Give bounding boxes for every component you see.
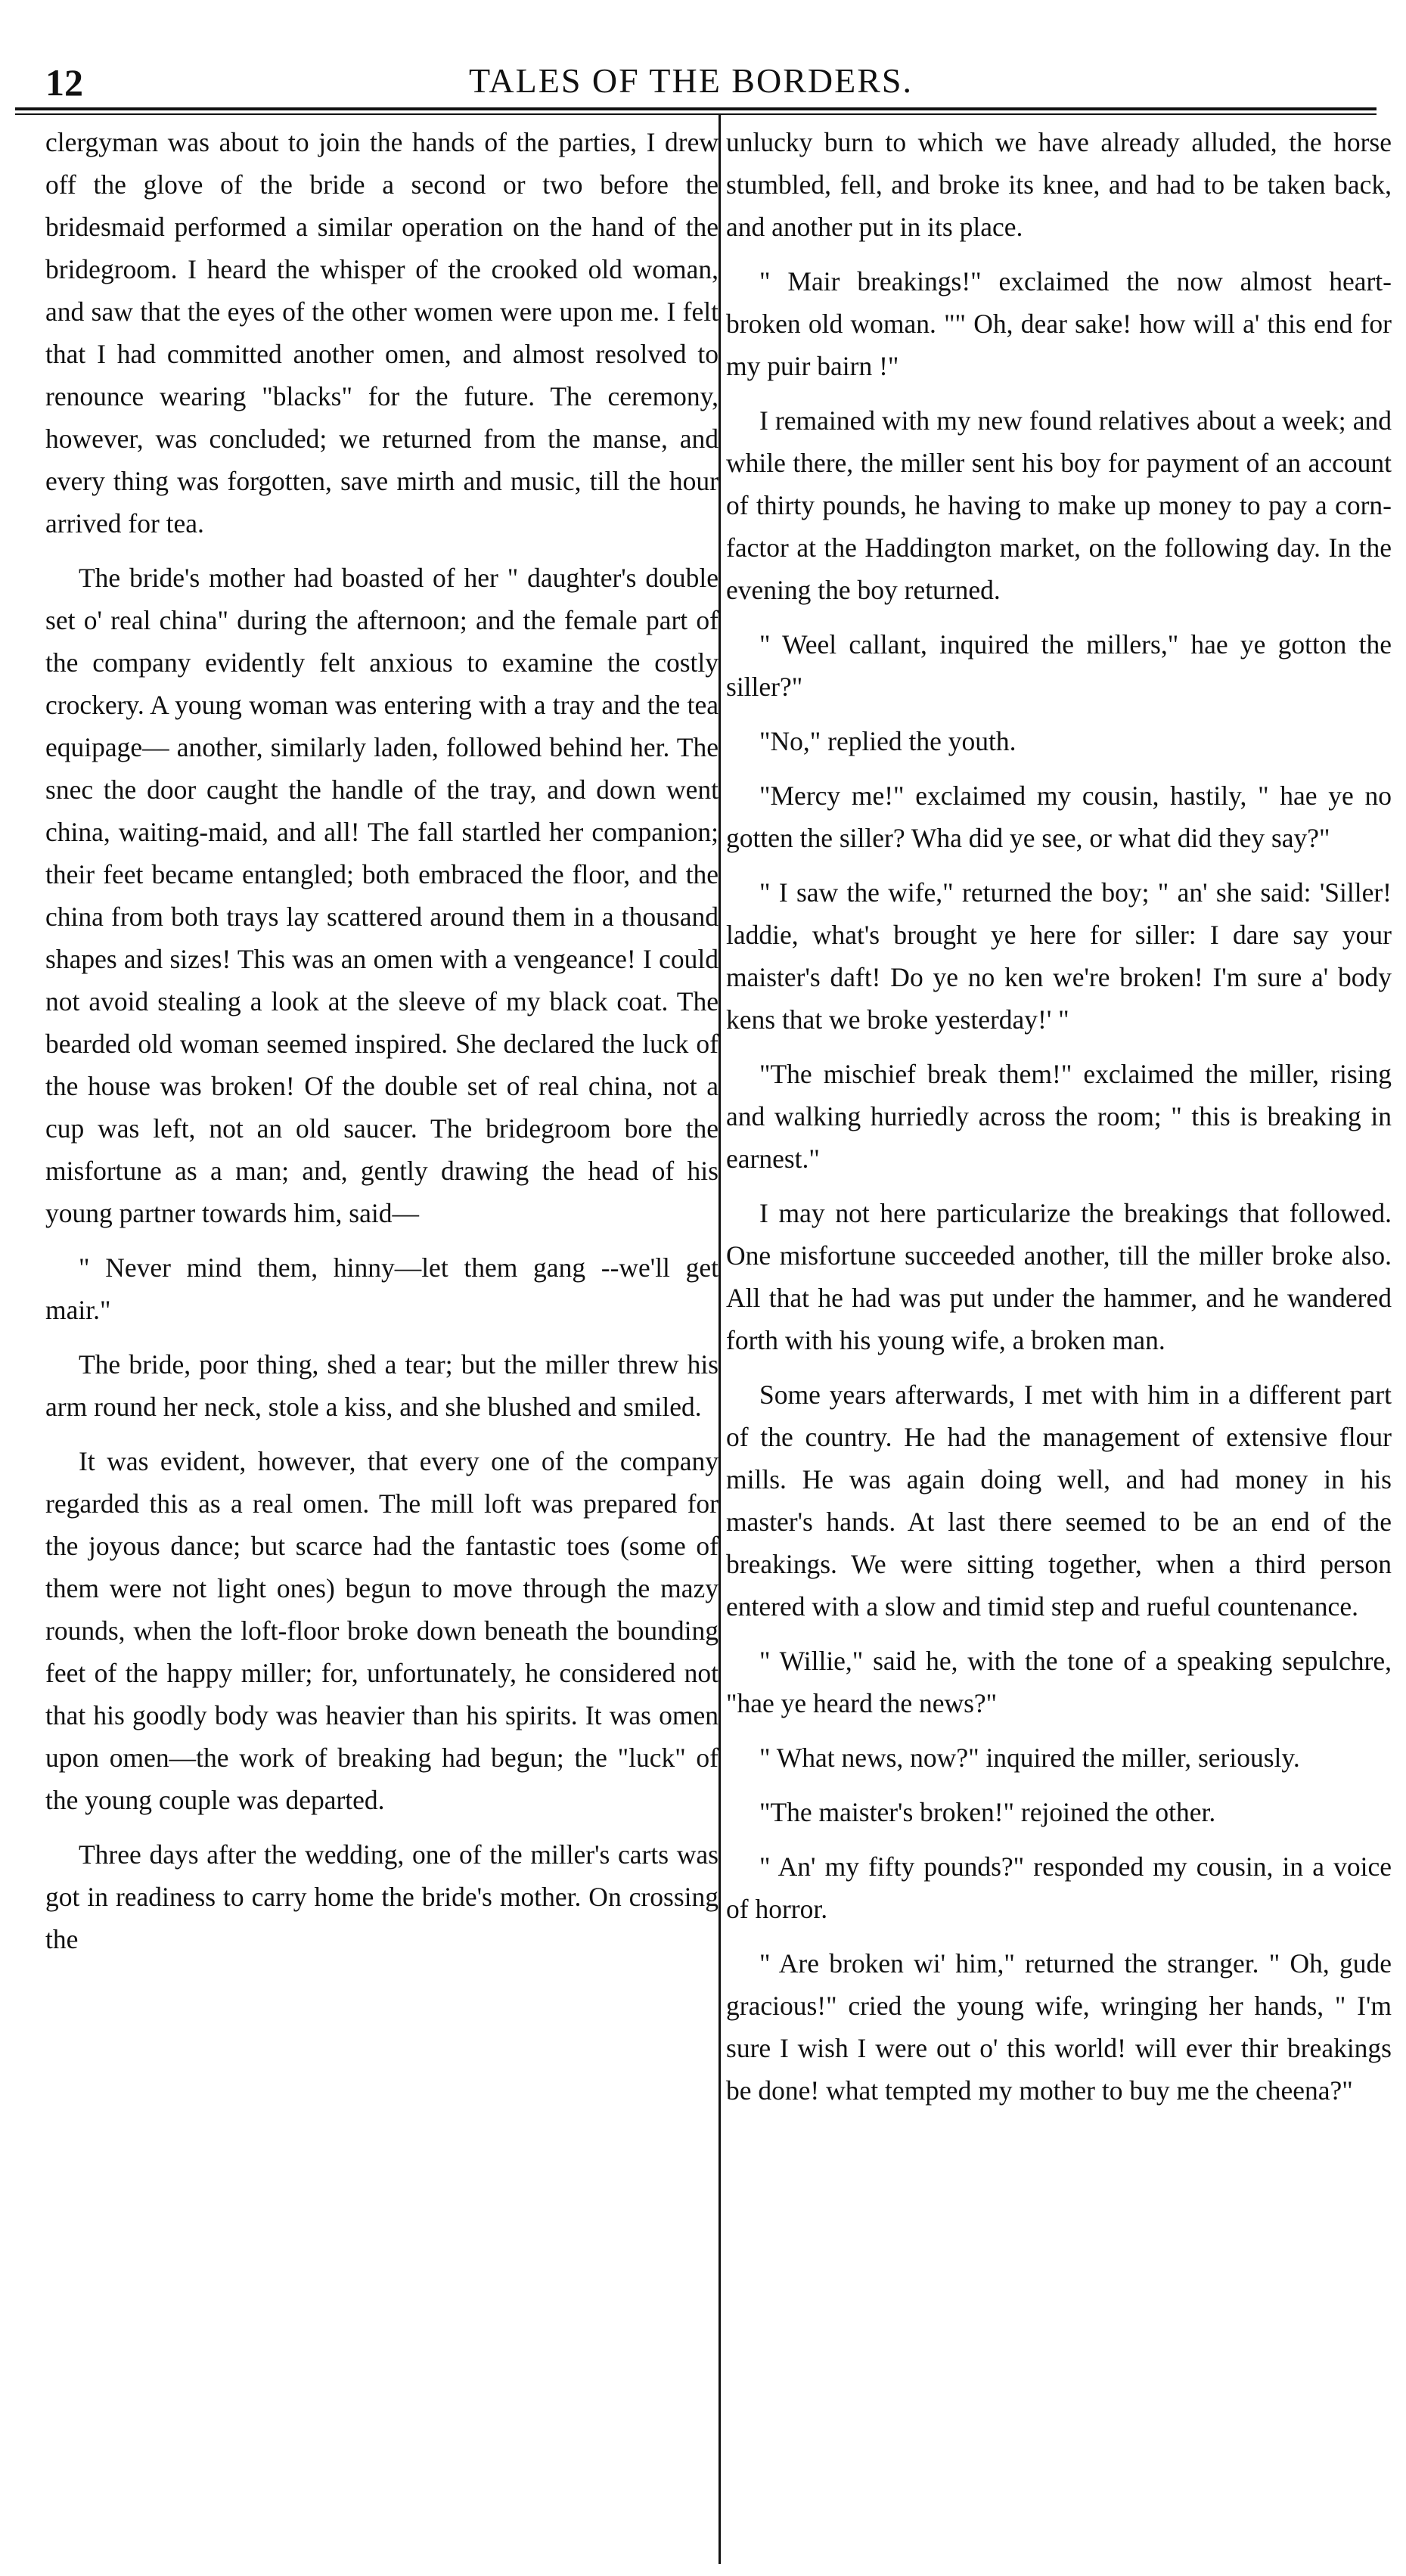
left-column	[45, 121, 719, 2556]
right-column	[726, 121, 1392, 2556]
paragraph: Three days after the wedding, one of the miller's carts was got in readiness to carry home the bride's mother. On crossing the	[45, 1839, 719, 1954]
page-number: 12	[45, 61, 83, 104]
paragraph: clergyman was about to join the hands of the parties, I drew off the glove of the bride a second or two before the bridesmaid performed a similar operation on the hand of the bridegroom. I heard the whisper of the crooked old woman, and saw that the eyes of the other women were upon me. I felt that I had committed another omen, and almost resolved to renounce wearing "blacks" for the future. The ceremony, however, was concluded; we returned from the manse, and every thing was forgotten, save mirth and music, till the hour arrived for tea.	[45, 127, 719, 538]
paragraph: "The mischief break them!" exclaimed the miller, rising and walking hurriedly across the room; " this is breaking in earnest."	[726, 1059, 1392, 1174]
page-header	[45, 53, 1377, 113]
paragraph: The bride, poor thing, shed a tear; but the miller threw his arm round her neck, stole a kiss, and she blushed and smiled.	[45, 1349, 719, 1422]
paragraph: " Mair breakings!" exclaimed the now almost heart-broken old woman. "" Oh, dear sake! how will a' this end for my puir bairn !"	[726, 266, 1392, 381]
paragraph: " I saw the wife," returned the boy; " an' she said: 'Siller! laddie, what's brought ye here for siller: I dare say your maister's daft! Do ye no ken we're broken! I'm sure a' body kens that we broke yesterday!' "	[726, 877, 1392, 1035]
paragraph: It was evident, however, that every one of the company regarded this as a real omen. The mill loft was prepared for the joyous dance; but scarce had the fantastic toes (some of them were not light ones) begun to move through the mazy rounds, when the loft-floor broke down beneath the bounding feet of the happy miller; for, unfortunately, he considered not that his goodly body was heavier than his spirits. It was omen upon omen—the work of breaking had begun; the "luck" of the young couple was departed.	[45, 1446, 719, 1815]
paragraph: " Are broken wi' him," returned the stranger. " Oh, gude gracious!" cried the young wife, wringing her hands, " I'm sure I wish I were out o' this world! will ever thir breakings be done! what tempted my mother to buy me the cheena?"	[726, 1948, 1392, 2106]
paragraph: The bride's mother had boasted of her " daughter's double set o' real china" during the afternoon; and the female part of the company evidently felt anxious to examine the costly crockery. A young woman was entering with a tray and the tea equipage— another, similarly laden, followed behind her. The snec the door caught the handle of the tray, and down went china, waiting-maid, and all! The fall startled her companion; their feet became entangled; both embraced the floor, and the china from both trays lay scattered around them in a thousand shapes and sizes! This was an omen with a vengeance! I could not avoid stealing a look at the sleeve of my black coat. The bearded old woman seemed inspired. She declared the luck of the house was broken! Of the double set of real china, not a cup was left, not an old saucer. The bridegroom bore the misfortune as a man; and, gently drawing the head of his young partner towards him, said—	[45, 563, 719, 1228]
paragraph: "No," replied the youth.	[759, 726, 1016, 756]
running-title: TALES OF THE BORDERS.	[469, 61, 913, 100]
paragraph: " Never mind them, hinny—let them gang --we'll get mair."	[45, 1252, 719, 1325]
paragraph: " What news, now?" inquired the miller, seriously.	[759, 1743, 1300, 1773]
paragraph: " An' my fifty pounds?" responded my cousin, in a voice of horror.	[726, 1851, 1392, 1924]
paragraph: unlucky burn to which we have already alluded, the horse stumbled, fell, and broke its knee, and had to be taken back, and another put in its place.	[726, 127, 1392, 242]
header-rule-thin	[15, 113, 1377, 115]
paragraph: I may not here particularize the breakings that followed. One misfortune succeeded another, till the miller broke also. All that he had was put under the hammer, and he wandered forth with his young wife, a broken man.	[726, 1198, 1392, 1355]
header-rule	[15, 107, 1377, 110]
paragraph: "Mercy me!" exclaimed my cousin, hastily, " hae ye no gotten the siller? Wha did ye see, or what did they say?"	[726, 781, 1392, 853]
column-divider	[719, 113, 721, 2564]
paragraph: " Willie," said he, with the tone of a speaking sepulchre, "hae ye heard the news?"	[726, 1646, 1392, 1718]
paragraph: I remained with my new found relatives about a week; and while there, the miller sent his boy for payment of an account of thirty pounds, he having to make up money to pay a corn-factor at the Haddington market, on the following day. In the evening the boy returned.	[726, 405, 1392, 605]
paragraph: Some years afterwards, I met with him in a different part of the country. He had the management of extensive flour mills. He was again doing well, and had money in his master's hands. At last there seemed to be an end of the breakings. We were sitting together, when a third person entered with a slow and timid step and rueful countenance.	[726, 1380, 1392, 1622]
paragraph: " Weel callant, inquired the millers," hae ye gotton the siller?"	[726, 629, 1392, 702]
paragraph: "The maister's broken!" rejoined the other.	[759, 1797, 1216, 1827]
